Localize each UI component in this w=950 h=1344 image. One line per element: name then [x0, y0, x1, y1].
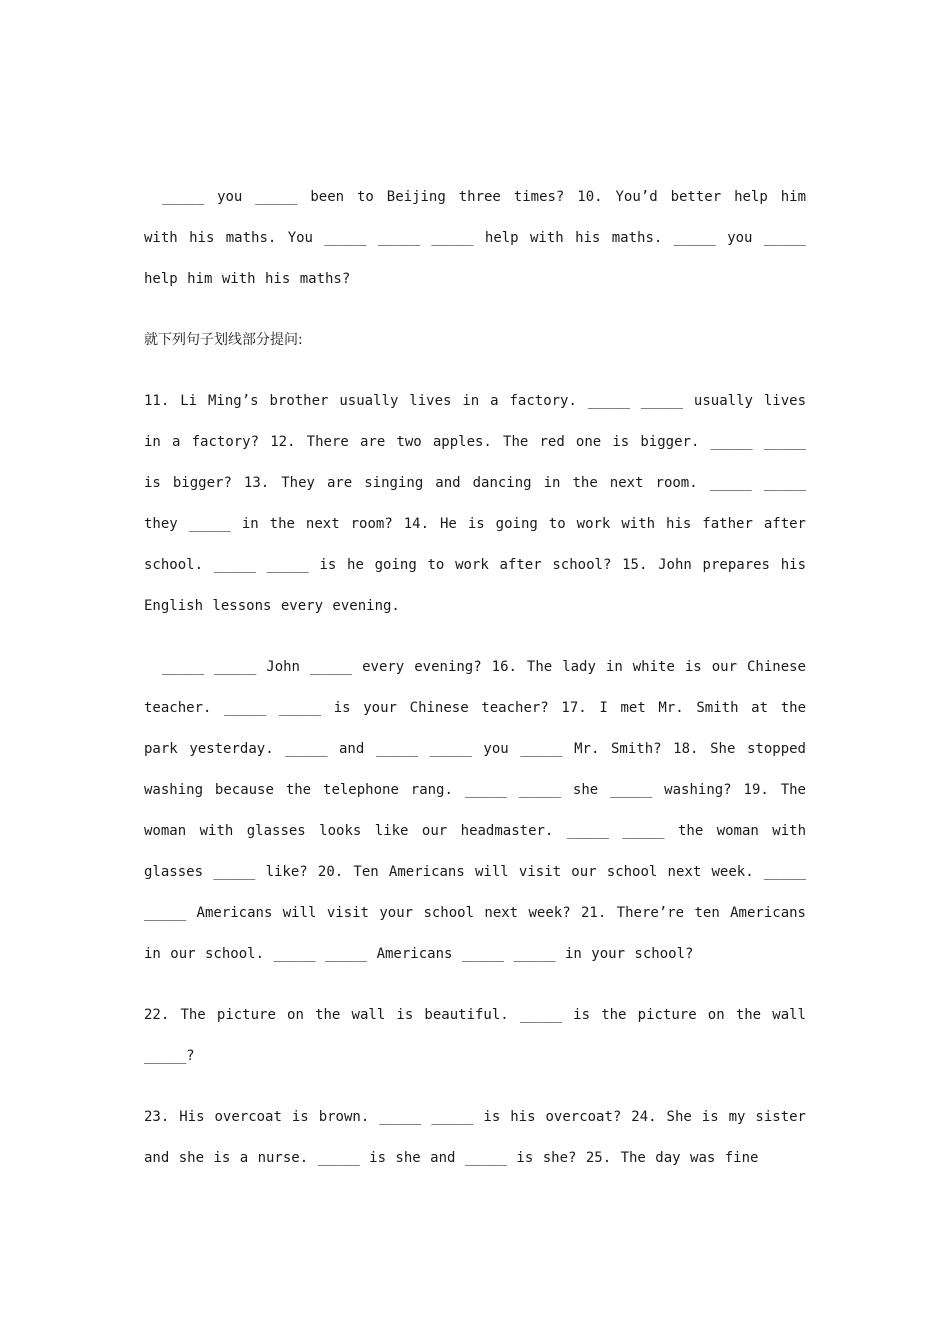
exercise-paragraph-1: _____ you _____ been to Beijing three times? 10. You’d better help him with his maths. You _____ _____ _____ help with his maths. _____ you _____ help him with his maths? — [144, 189, 806, 287]
exercise-paragraph-2: 11. Li Ming’s brother usually lives in a factory. _____ _____ usually lives in a factory? 12. There are two apples. The red one is bigger. _____ _____ is bigger? 13. They are singing and dancing in the next room. _____ _____ they _____ in the next room? 14. He is going to work with his father after school. _____ _____ is he going to work after school? 15. John prepares his English lessons every evening. — [144, 393, 806, 614]
document-body — [144, 177, 806, 1199]
exercise-paragraph-4: 22. The picture on the wall is beautiful. _____ is the picture on the wall _____? — [144, 1007, 806, 1064]
exercise-paragraph-3: _____ _____ John _____ every evening? 16. The lady in white is our Chinese teacher. _____ _____ is your Chinese teacher? 17. I met Mr. Smith at the park yesterday. _____ and _____ _____ you _____ Mr. Smith? 18. She stopped washing because the telephone rang. _____ _____ she _____ washing? 19. The woman with glasses looks like our headmaster. _____ _____ the woman with glasses _____ like? 20. Ten Americans will visit our school next week. _____ _____ Americans will visit your school next week? 21. There’re ten Americans in our school. _____ _____ Americans _____ _____ in your school? — [144, 659, 806, 962]
section-heading: 就下列句子划线部分提问: — [144, 332, 303, 348]
exercise-paragraph-5: 23. His overcoat is brown. _____ _____ is his overcoat? 24. She is my sister and she is a nurse. _____ is she and _____ is she? 25. The day was fine — [144, 1109, 806, 1166]
